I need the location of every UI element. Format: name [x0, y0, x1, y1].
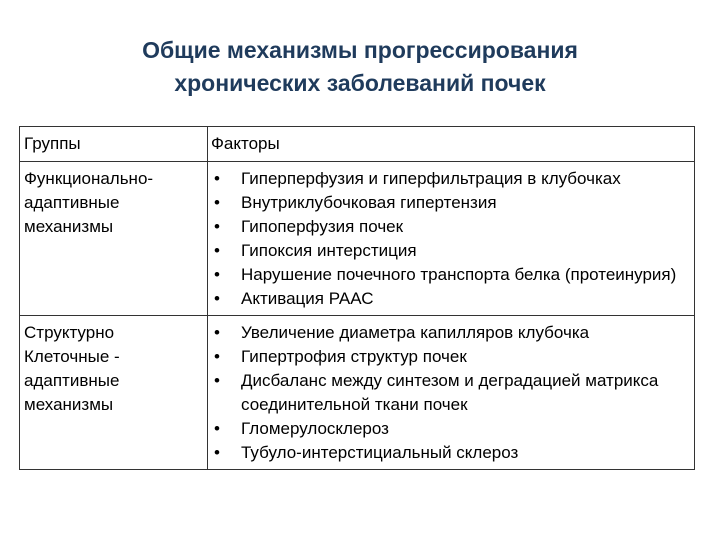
group-cell — [20, 162, 208, 316]
group-name-line: Клеточные - — [24, 347, 120, 366]
factor-text: Гипоксия интерстиция — [241, 241, 417, 260]
bullet-icon: • — [214, 443, 220, 462]
factors-cell — [208, 162, 695, 316]
group-name-line: адаптивные — [24, 193, 120, 212]
factor-text: Активация РААС — [241, 289, 374, 308]
group-name-line: Структурно — [24, 323, 115, 342]
factor-item — [211, 215, 694, 239]
slide-title — [0, 34, 720, 100]
factor-item — [211, 239, 694, 263]
factor-item — [211, 191, 694, 215]
factor-text: Нарушение почечного транспорта белка (протеинурия) — [241, 265, 677, 284]
header-groups: Группы — [20, 127, 208, 162]
header-factors: Факторы — [208, 127, 695, 162]
factor-item — [211, 345, 694, 369]
bullet-icon: • — [214, 169, 220, 188]
group-name-line: механизмы — [24, 217, 114, 236]
bullet-icon: • — [214, 419, 220, 438]
bullet-icon: • — [214, 289, 220, 308]
factor-text: Гипертрофия структур почек — [241, 347, 467, 366]
table-header-row — [20, 127, 695, 162]
title-line-1: Общие механизмы прогрессирования — [142, 37, 578, 63]
bullet-icon: • — [214, 217, 220, 236]
factor-item — [211, 263, 694, 287]
factor-text: Дисбаланс между синтезом и деградацией матрикса соединительной ткани почек — [241, 371, 659, 414]
factors-cell — [208, 316, 695, 470]
bullet-icon: • — [214, 193, 220, 212]
factor-text: Тубуло-интерстициальный склероз — [241, 443, 519, 462]
factor-item — [211, 369, 694, 417]
bullet-icon: • — [214, 265, 220, 284]
title-line-2: хронических заболеваний почек — [174, 70, 546, 96]
factor-text: Внутриклубочковая гипертензия — [241, 193, 497, 212]
group-name-line: Функционально- — [24, 169, 154, 188]
factor-list — [211, 162, 694, 315]
group-name-line: механизмы — [24, 395, 114, 414]
group-name-line: адаптивные — [24, 371, 120, 390]
factor-text: Гломерулосклероз — [241, 419, 389, 438]
factor-item — [211, 167, 694, 191]
mechanisms-table — [19, 126, 695, 470]
bullet-icon: • — [214, 347, 220, 366]
group-cell — [20, 316, 208, 470]
factor-list — [211, 316, 694, 469]
factor-item — [211, 321, 694, 345]
bullet-icon: • — [214, 241, 220, 260]
factor-item — [211, 287, 694, 311]
table-row — [20, 162, 695, 316]
table-row — [20, 316, 695, 470]
factor-text: Увеличение диаметра капилляров клубочка — [241, 323, 590, 342]
bullet-icon: • — [214, 323, 220, 342]
factor-text: Гипоперфузия почек — [241, 217, 404, 236]
bullet-icon: • — [214, 371, 220, 390]
factor-item — [211, 417, 694, 441]
factor-text: Гиперперфузия и гиперфильтрация в клубочках — [241, 169, 621, 188]
factor-item — [211, 441, 694, 465]
